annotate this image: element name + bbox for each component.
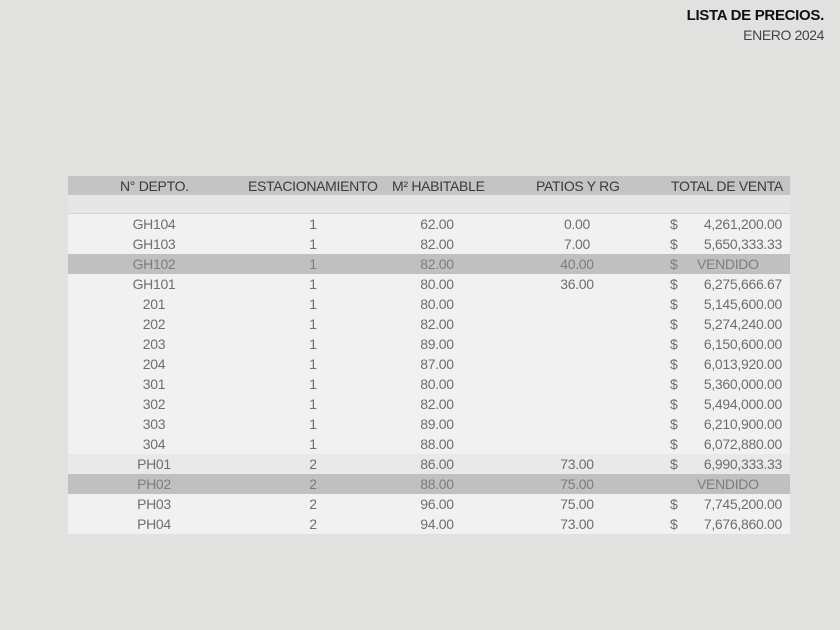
column-header-m2: M² HABITABLE	[392, 178, 485, 194]
cell-total: 5,650,333.33	[703, 236, 782, 252]
cell-m2: 86.00	[420, 456, 454, 472]
cell-patios: 7.00	[563, 236, 591, 252]
cell-total: 4,261,200.00	[703, 216, 782, 232]
cell-estacionamiento: 1	[309, 296, 317, 312]
cell-patios: 75.00	[560, 476, 594, 492]
cell-estacionamiento: 2	[309, 496, 317, 512]
cell-currency: $	[670, 296, 678, 312]
cell-m2: 96.00	[420, 496, 454, 512]
cell-depto: GH101	[132, 276, 176, 292]
cell-m2: 80.00	[420, 376, 454, 392]
cell-patios: 0.00	[563, 216, 591, 232]
cell-patios: 36.00	[560, 276, 594, 292]
cell-total: 7,676,860.00	[703, 516, 782, 532]
cell-depto: 301	[142, 376, 166, 392]
cell-m2: 80.00	[420, 276, 454, 292]
cell-depto: PH02	[137, 476, 171, 492]
cell-total: 5,360,000.00	[703, 376, 782, 392]
cell-status: VENDIDO	[697, 476, 759, 492]
table-body	[68, 214, 790, 534]
cell-estacionamiento: 2	[309, 476, 317, 492]
header	[687, 6, 824, 44]
cell-currency: $	[670, 216, 678, 232]
cell-total: 5,494,000.00	[703, 396, 782, 412]
table-row	[68, 394, 790, 414]
table-row	[68, 314, 790, 334]
cell-estacionamiento: 2	[309, 516, 317, 532]
table-row	[68, 474, 790, 494]
cell-estacionamiento: 1	[309, 376, 317, 392]
cell-depto: 303	[142, 416, 166, 432]
cell-estacionamiento: 1	[309, 396, 317, 412]
cell-estacionamiento: 1	[309, 336, 317, 352]
table-row	[68, 434, 790, 454]
cell-total: 6,150,600.00	[703, 336, 782, 352]
cell-currency: $	[670, 336, 678, 352]
header-spacer	[68, 195, 790, 214]
cell-patios: 40.00	[560, 256, 594, 272]
cell-total: 6,210,900.00	[703, 416, 782, 432]
cell-depto: GH104	[132, 216, 176, 232]
cell-currency: $	[670, 376, 678, 392]
cell-depto: 302	[142, 396, 166, 412]
table-row	[68, 374, 790, 394]
cell-currency: $	[670, 456, 678, 472]
cell-currency: $	[670, 436, 678, 452]
table-row	[68, 274, 790, 294]
cell-total: 6,990,333.33	[703, 456, 782, 472]
cell-currency: $	[670, 276, 678, 292]
cell-depto: 203	[142, 336, 166, 352]
table-row	[68, 294, 790, 314]
cell-currency: $	[670, 236, 678, 252]
cell-m2: 88.00	[420, 436, 454, 452]
cell-m2: 82.00	[420, 396, 454, 412]
cell-depto: PH03	[137, 496, 171, 512]
table-row	[68, 454, 790, 474]
cell-m2: 89.00	[420, 416, 454, 432]
cell-m2: 94.00	[420, 516, 454, 532]
column-header-total: TOTAL DE VENTA	[671, 178, 783, 194]
cell-total: 6,072,880.00	[703, 436, 782, 452]
cell-depto: GH103	[132, 236, 176, 252]
page-date: ENERO 2024	[743, 27, 824, 43]
cell-total: 6,013,920.00	[703, 356, 782, 372]
table-row	[68, 414, 790, 434]
table-row	[68, 234, 790, 254]
cell-currency: $	[670, 516, 678, 532]
column-header-depto: N° DEPTO.	[120, 178, 189, 194]
cell-patios: 73.00	[560, 456, 594, 472]
cell-currency: $	[670, 416, 678, 432]
column-header-patios: PATIOS Y RG	[536, 178, 620, 194]
cell-m2: 88.00	[420, 476, 454, 492]
cell-total: 5,145,600.00	[703, 296, 782, 312]
cell-m2: 82.00	[420, 316, 454, 332]
cell-m2: 62.00	[420, 216, 454, 232]
table-header	[68, 176, 790, 195]
cell-patios: 75.00	[560, 496, 594, 512]
table-row	[68, 494, 790, 514]
table-row	[68, 354, 790, 374]
cell-total: 6,275,666.67	[703, 276, 782, 292]
cell-currency: $	[670, 356, 678, 372]
cell-estacionamiento: 1	[309, 256, 317, 272]
column-header-estacionamiento: ESTACIONAMIENTO	[248, 178, 378, 194]
cell-depto: 201	[142, 296, 166, 312]
cell-currency: $	[670, 496, 678, 512]
table-row	[68, 514, 790, 534]
cell-estacionamiento: 1	[309, 276, 317, 292]
cell-estacionamiento: 1	[309, 416, 317, 432]
cell-depto: PH01	[137, 456, 171, 472]
cell-currency: $	[670, 396, 678, 412]
cell-depto: PH04	[137, 516, 171, 532]
cell-depto: 202	[142, 316, 166, 332]
table-row	[68, 334, 790, 354]
cell-status: VENDIDO	[697, 256, 759, 272]
cell-estacionamiento: 1	[309, 236, 317, 252]
cell-estacionamiento: 1	[309, 436, 317, 452]
cell-m2: 89.00	[420, 336, 454, 352]
page-title: LISTA DE PRECIOS.	[686, 7, 824, 24]
cell-estacionamiento: 1	[309, 356, 317, 372]
cell-currency: $	[670, 316, 678, 332]
cell-m2: 82.00	[420, 236, 454, 252]
table-row	[68, 214, 790, 234]
cell-m2: 87.00	[420, 356, 454, 372]
cell-depto: 204	[142, 356, 166, 372]
cell-estacionamiento: 1	[309, 316, 317, 332]
price-table	[68, 176, 790, 534]
cell-depto: GH102	[132, 256, 176, 272]
cell-currency: $	[670, 256, 678, 272]
cell-estacionamiento: 1	[309, 216, 317, 232]
cell-patios: 73.00	[560, 516, 594, 532]
cell-m2: 82.00	[420, 256, 454, 272]
cell-depto: 304	[142, 436, 166, 452]
cell-estacionamiento: 2	[309, 456, 317, 472]
table-row	[68, 254, 790, 274]
cell-total: 7,745,200.00	[703, 496, 782, 512]
cell-total: 5,274,240.00	[703, 316, 782, 332]
cell-m2: 80.00	[420, 296, 454, 312]
